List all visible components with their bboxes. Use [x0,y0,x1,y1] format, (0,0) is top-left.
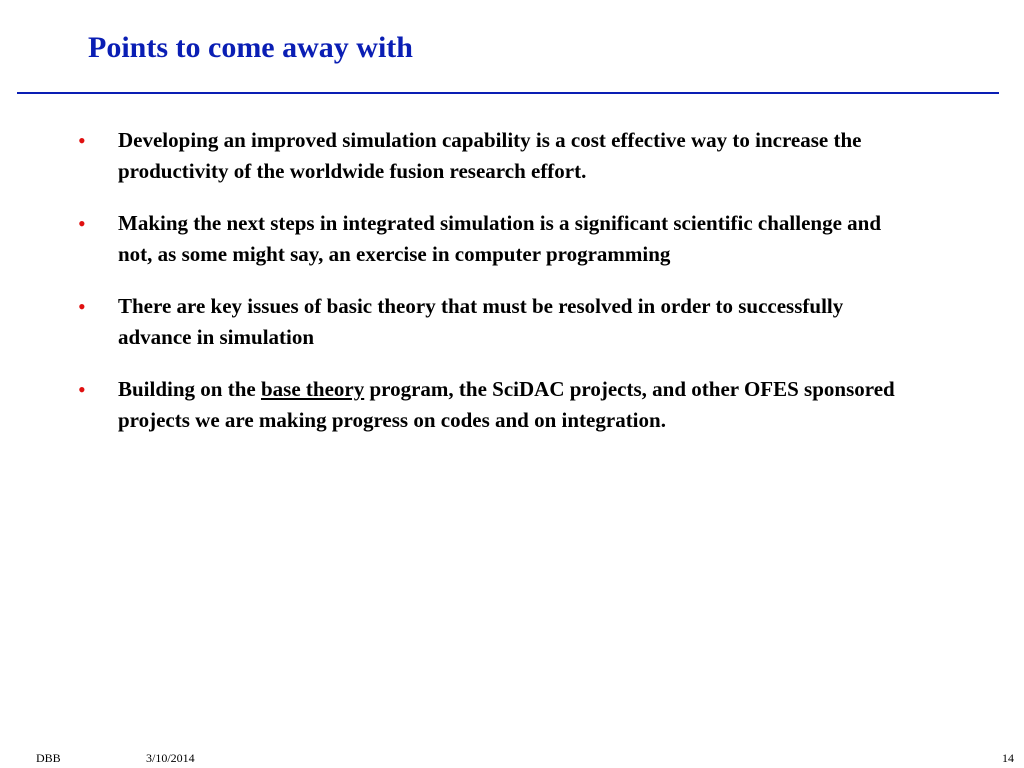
footer-page-number: 14 [1002,751,1014,765]
bullet-item [0,291,1024,353]
base-theory-link[interactable]: base theory [260,377,365,401]
bullet-text: Developing an improved simulation capability is a cost effective way to increase the productivity of the worldwide fusion research effort. [118,128,862,183]
bullet-dot-icon: • [78,377,86,402]
bullet-text: Making the next steps in integrated simulation is a significant scientific challenge and not, as some might say, an exercise in computer programming [118,211,882,266]
footer-date: 3/10/2014 [146,751,195,765]
bullet-item [0,125,1024,187]
bullet-text [118,374,908,436]
bullet-item [0,208,1024,270]
bullet-text-after: program, the SciDAC projects, and other OFES sponsored projects we are making progress on codes and on integration. [118,377,895,432]
title-divider [17,92,999,94]
slide-title: Points to come away with [88,31,413,64]
bullet-dot-icon: • [78,211,86,236]
bullet-dot-icon: • [78,294,86,319]
bullet-item [0,374,1024,436]
bullet-list [0,125,1024,457]
bullet-text-before: Building on the [118,377,261,401]
bullet-dot-icon: • [78,128,86,153]
bullet-text: There are key issues of basic theory that must be resolved in order to successfully advance in simulation [118,294,844,349]
footer-author: DBB [36,751,61,765]
